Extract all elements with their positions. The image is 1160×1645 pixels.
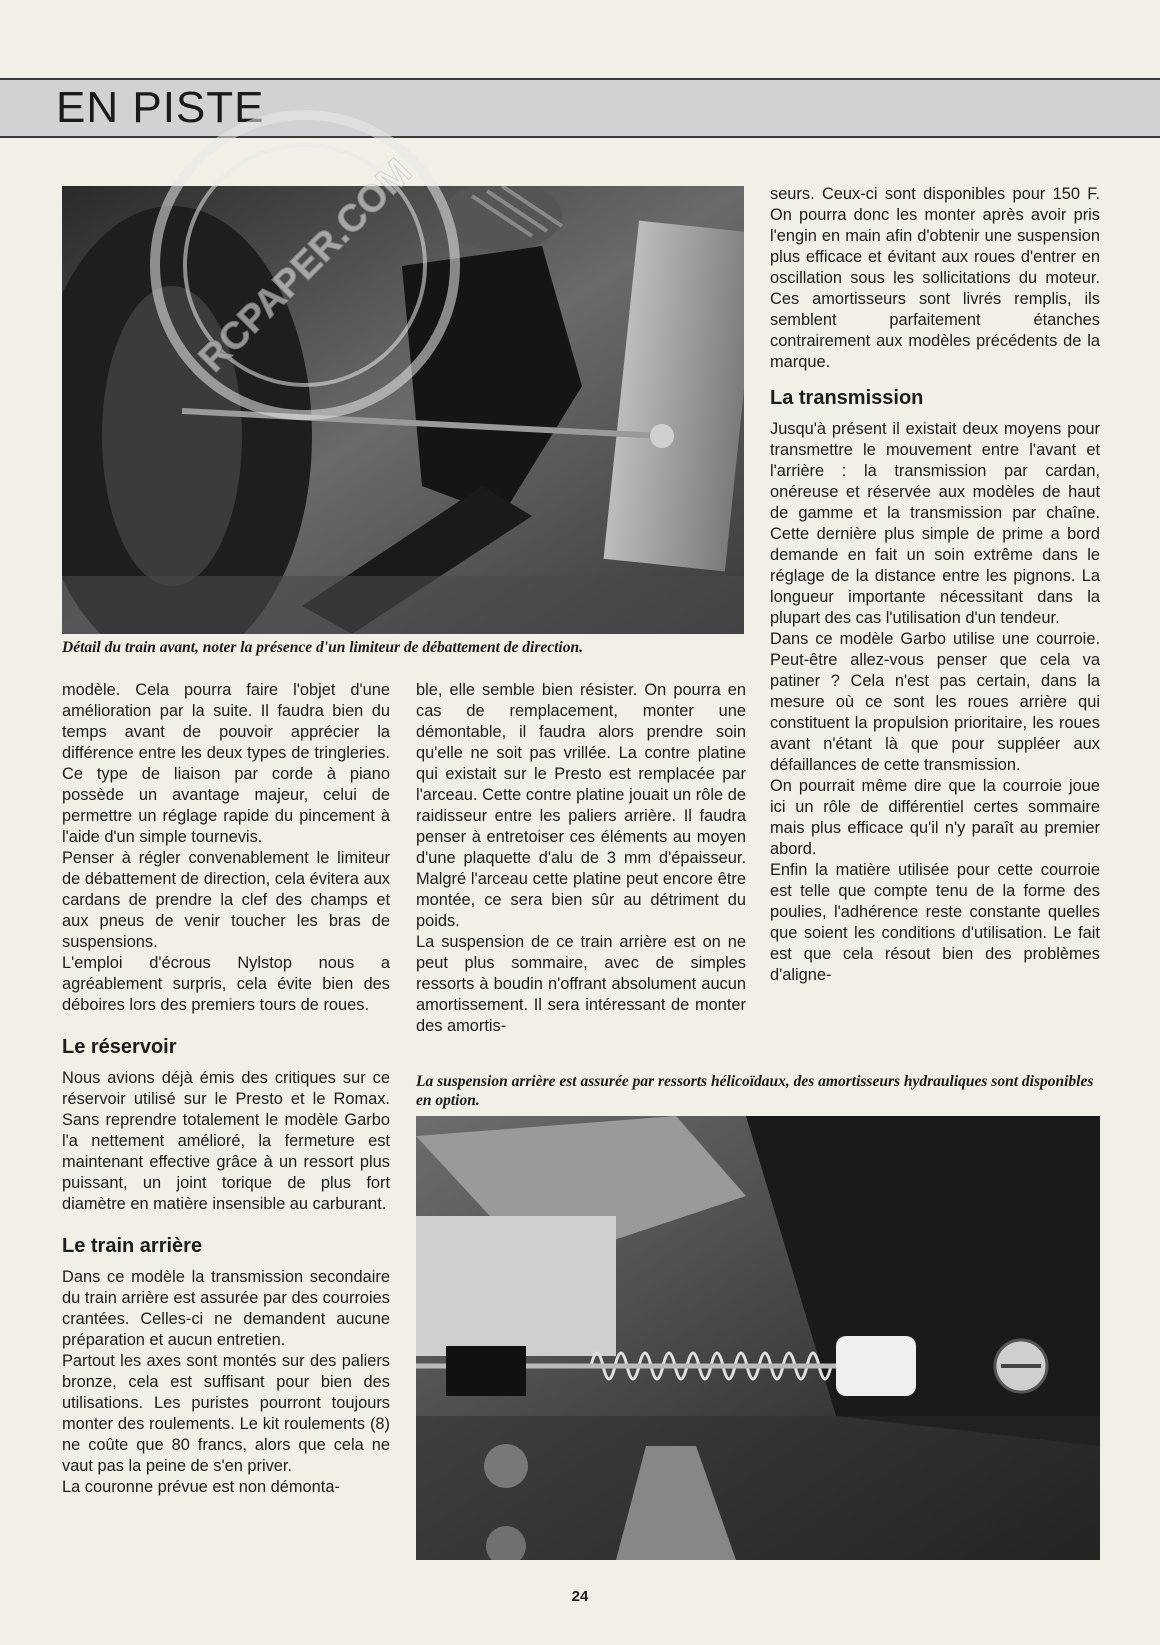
section-title: EN PISTE <box>56 83 265 132</box>
paragraph: modèle. Cela pourra faire l'objet d'une amélioration par la suite. Il faudra bien du temps avant de pouvoir apprécier la différence entre les deux types de tringleries. Ce type de liaison par corde à piano possède un avantage majeur, celui de permettre un réglage rapide du pincement à l'aide d'un simple tournevis. <box>62 681 390 846</box>
bottom-photo <box>416 1116 1100 1560</box>
top-photo-caption: Détail du train avant, noter la présence d'un limiteur de débattement de direction. <box>62 639 583 656</box>
heading-reservoir: Le réservoir <box>62 1036 177 1058</box>
paragraph: On pourrait même dire que la courroie joue ici un rôle de différentiel certes sommaire mais plus efficace qu'il n'y paraît au premier abord. <box>770 777 1100 858</box>
paragraph: Partout les axes sont montés sur des paliers bronze, cela est suffisant pour bien des utilisations. Les puristes pourront toujours monter des roulements. Le kit roulements (8) ne coûte que 80 francs, alors que cela ne vaut pas la peine de s'en priver. <box>62 1352 390 1475</box>
paragraph: L'emploi d'écrous Nylstop nous a agréablement surpris, cela évite bien des déboires lors des premiers tours de roues. <box>62 954 390 1014</box>
page-number: 24 <box>571 1588 589 1605</box>
column-3 <box>770 184 1100 986</box>
column-1 <box>62 680 390 1498</box>
paragraph: La couronne prévue est non démonta- <box>62 1478 340 1496</box>
column-2 <box>416 680 746 1037</box>
watermark-stamp-icon <box>140 100 470 430</box>
paragraph: Jusqu'à présent il existait deux moyens pour transmettre le mouvement entre l'avant et l'arrière : la transmission par cardan, onéreuse et réservée aux modèles de haut de gamme et la transmission par chaîne. Cette dernière plus simple de prime a bord demande en fait un soin extrême dans le réglage de la distance entre les pignons. La longueur importante nécessitant dans la plupart des cas l'utilisation d'un tendeur. <box>770 420 1100 627</box>
paragraph: ble, elle semble bien résister. On pourra en cas de remplacement, monter une démontable, il faudra alors prendre soin qu'elle ne soit pas vrillée. La contre platine qui existait sur le Presto est remplacée par l'arceau. Cette contre platine jouait un rôle de raidisseur entre les paliers arrière. Il faudra penser à entretoiser ces éléments au moyen d'une plaquette d'alu de 3 mm d'épaisseur. Malgré l'arceau cette platine peut encore être montée, ce sera bien sûr au détriment du poids. <box>416 681 746 930</box>
heading-transmission: La transmission <box>770 387 924 409</box>
heading-train-arriere: Le train arrière <box>62 1235 203 1257</box>
paragraph: Enfin la matière utilisée pour cette courroie est telle que compte tenu de la forme des poulies, l'adhérence reste constante quelles que soient les conditions d'utilisation. Le fait est que cela résout bien des problèmes d'aligne- <box>770 861 1100 984</box>
paragraph: Penser à régler convenablement le limiteur de débattement de direction, cela évitera aux cardans de prendre la clef des champs et aux pneus de venir toucher les bras de suspensions. <box>62 849 390 951</box>
paragraph: Dans ce modèle Garbo utilise une courroie. Peut-être allez-vous penser que cela va patiner ? Cela n'est pas certain, dans la mesure où ce sont les roues arrière qui constituent la propulsion prioritaire, les roues avant n'étant là que pour suppléer aux défaillances de cette transmission. <box>770 630 1100 774</box>
bottom-photo-caption: La suspension arrière est assurée par ressorts hélicoïdaux, des amortisseurs hydrauliques sont disponibles en option. <box>416 1073 1094 1109</box>
rear-suspension-photo-icon <box>416 1116 1100 1560</box>
paragraph: La suspension de ce train arrière est on ne peut plus sommaire, avec de simples ressorts à boudin n'offrant absolument aucun amortissement. Il sera intéressant de monter des amortis- <box>416 933 746 1035</box>
paragraph: Dans ce modèle la transmission secondaire du train arrière est assurée par des courroies crantées. Celles-ci ne demandent aucune préparation et aucun entretien. <box>62 1268 390 1349</box>
paragraph: Nous avions déjà émis des critiques sur ce réservoir utilisé sur le Presto et le Romax. Sans reprendre totalement le modèle Garbo l'a nettement amélioré, la fermeture est maintenant effective grâce à un ressort plus puissant, un joint torique de plus fort diamètre en matière insensible au carburant. <box>62 1069 390 1213</box>
watermark-text: RCPAPER.COM <box>191 151 421 381</box>
paragraph: seurs. Ceux-ci sont disponibles pour 150 F. On pourra donc les monter après avoir pris l'engin en main afin d'obtenir une suspension plus efficace et évitant aux roues d'entrer en oscillation sous les sollicitations du moteur. Ces amortisseurs sont livrés remplis, ils semblent parfaitement étanches contrairement aux modèles précédents de la marque. <box>770 185 1100 371</box>
